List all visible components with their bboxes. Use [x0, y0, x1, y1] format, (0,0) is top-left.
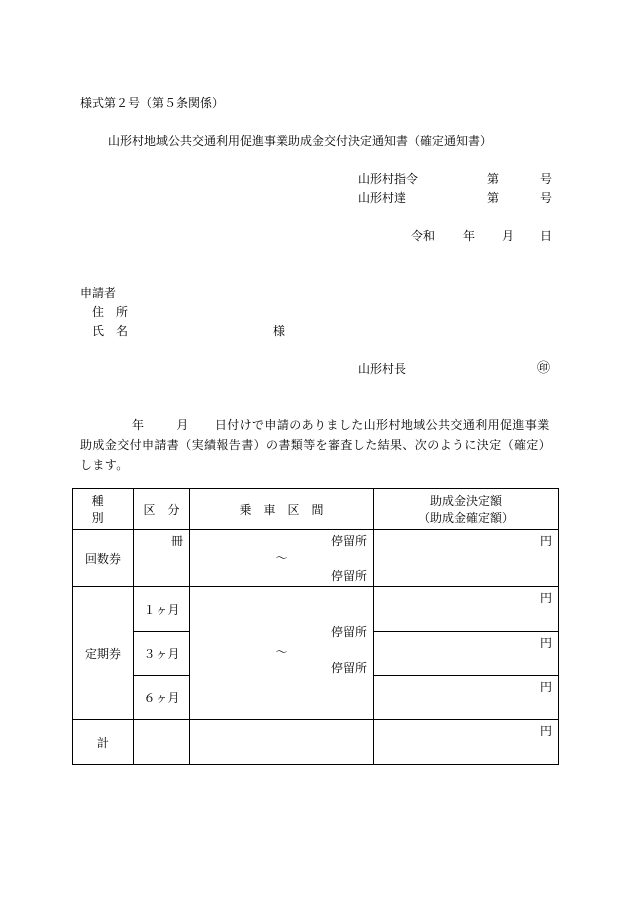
name-label: 氏 名 [92, 324, 129, 338]
pass-period-3: ６ヶ月 [134, 676, 190, 720]
form-number-label: 様式第２号（第５条関係） [80, 96, 225, 110]
total-label-cell: 計 [73, 720, 134, 765]
pass-stop-to: 停留所 [330, 661, 367, 675]
table-row [73, 720, 559, 765]
ref-line1-org: 山形村指令 [358, 172, 419, 186]
coupon-category-cell [134, 530, 190, 587]
header-type: 種 別 [73, 489, 134, 530]
pass-period-2: ３ヶ月 [134, 632, 190, 676]
total-amount-cell [374, 720, 559, 765]
date-era: 令和 [411, 229, 436, 243]
table-header-row [73, 489, 559, 530]
table-row [73, 587, 559, 632]
pass-section-cell [190, 587, 374, 720]
honorific-sama: 様 [273, 324, 286, 338]
mayor-title: 山形村長 [358, 362, 407, 376]
body-paragraph [80, 415, 552, 475]
pass-tilde: ～ [275, 645, 288, 659]
header-amount-line2: （助成金確定額） [417, 511, 514, 525]
header-amount [374, 489, 559, 530]
pass-amount-3 [374, 676, 559, 720]
applicant-label: 申請者 [80, 286, 117, 300]
body-text: 日付けで申請のありました山形村地域公共交通利用促進事業助成金交付申請書（実績報告書）の書類等を審査した結果、次のように決定（確定）します。 [80, 418, 552, 472]
coupon-tilde: ～ [275, 551, 288, 565]
pass-amount-2 [374, 632, 559, 676]
coupon-yen: 円 [539, 534, 552, 548]
coupon-stop-from: 停留所 [330, 534, 367, 548]
header-section: 乗 車 区 間 [190, 489, 374, 530]
pass-stop-from: 停留所 [330, 625, 367, 639]
coupon-stop-to: 停留所 [330, 569, 367, 583]
subsidy-table [72, 488, 559, 765]
header-amount-line1: 助成金決定額 [429, 494, 502, 508]
header-category: 区 分 [134, 489, 190, 530]
ref-line2-go: 号 [540, 191, 553, 205]
ref-line1-go: 号 [540, 172, 553, 186]
date-month: 月 [502, 229, 515, 243]
ref-line2-org: 山形村達 [358, 191, 407, 205]
table-row [73, 530, 559, 587]
ref-line1-dai: 第 [487, 172, 500, 186]
pass-period-1: １ヶ月 [134, 587, 190, 632]
date-day: 日 [540, 229, 553, 243]
ref-line2-dai: 第 [487, 191, 500, 205]
total-section-cell [190, 720, 374, 765]
pass-type-cell: 定期券 [73, 587, 134, 720]
coupon-amount-cell [374, 530, 559, 587]
coupon-section-cell [190, 530, 374, 587]
date-year: 年 [463, 229, 476, 243]
body-year: 年 [132, 418, 145, 432]
pass-yen-1: 円 [539, 591, 552, 605]
total-yen: 円 [539, 724, 552, 738]
seal-mark: ㊞ [537, 361, 551, 376]
coupon-unit: 冊 [170, 534, 183, 548]
pass-yen-2: 円 [539, 636, 552, 650]
body-month: 月 [176, 418, 189, 432]
address-label: 住 所 [92, 305, 129, 319]
pass-yen-3: 円 [539, 680, 552, 694]
total-category-cell [134, 720, 190, 765]
coupon-type-cell: 回数券 [73, 530, 134, 587]
pass-amount-1 [374, 587, 559, 632]
document-title: 山形村地域公共交通利用促進事業助成金交付決定通知書（確定通知書） [108, 134, 493, 148]
